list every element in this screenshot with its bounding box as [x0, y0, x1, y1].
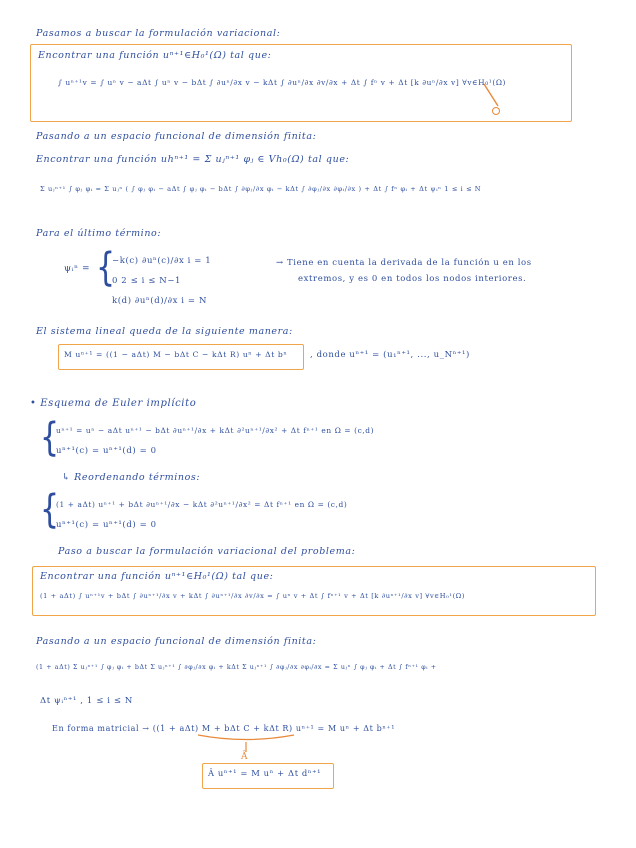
psi-note-2: extremos, y es 0 en todos los nodos interiores. [298, 274, 527, 284]
discrete-equation-2: (1 + aΔt) Σ uⱼⁿ⁺¹ ∫ φⱼ φᵢ + bΔt Σ uⱼⁿ⁺¹ ∫ ∂φⱼ/∂x φᵢ + kΔt Σ uⱼⁿ⁺¹ ∫ ∂φⱼ/∂x ∂φᵢ/∂x = Σ uⱼⁿ ∫ φⱼ φᵢ + Δt ∫ fⁿ⁺¹ φᵢ + [36, 664, 437, 671]
heading-euler-implicit: • Esquema de Euler implícito [30, 398, 197, 409]
linear-system-equation: M uⁿ⁺¹ = ((1 − aΔt) M − bΔt C − kΔt R) uⁿ + Δt bⁿ [64, 350, 288, 359]
variational-equation-1: ∫ uⁿ⁺¹v = ∫ uⁿ v − aΔt ∫ uⁿ v − bΔt ∫ ∂uⁿ/∂x v − kΔt ∫ ∂uⁿ/∂x ∂v/∂x + Δt ∫ fⁿ v + Δt [k ∂uⁿ/∂x v] ∀v∈H₀¹(Ω) [58, 78, 507, 87]
psi-case-1: −k(c) ∂uⁿ(c)/∂x i = 1 [112, 256, 212, 266]
heading-variational-problem: Paso a buscar la formulación variacional del problema: [58, 546, 356, 557]
heading-variational: Pasamos a buscar la formulación variacional: [36, 28, 281, 39]
a-hat-label: Â [241, 752, 249, 762]
final-system: Â uⁿ⁺¹ = M uⁿ + Δt dⁿ⁺¹ [208, 768, 322, 778]
heading-finite-dim-1: Pasando a un espacio funcional de dimensión finita: [36, 131, 317, 142]
euler-brace-2: { [40, 487, 60, 534]
heading-linear-system: El sistema lineal queda de la siguiente manera: [36, 326, 293, 337]
variational-equation-2: (1 + aΔt) ∫ uⁿ⁺¹v + bΔt ∫ ∂uⁿ⁺¹/∂x v + kΔt ∫ ∂uⁿ⁺¹/∂x ∂v/∂x = ∫ uⁿ v + Δt ∫ fⁿ⁺¹ v + Δt [k ∂uⁿ⁺¹/∂x v] ∀v∈H₀¹(Ω) [40, 592, 466, 600]
linear-system-where: , donde uⁿ⁺¹ = (u₁ⁿ⁺¹, ..., u_Nⁿ⁺¹) [310, 350, 470, 360]
reordered-equation: (1 + aΔt) uⁿ⁺¹ + bΔt ∂uⁿ⁺¹/∂x − kΔt ∂²uⁿ⁺¹/∂x² = Δt fⁿ⁺¹ en Ω = (c,d) [56, 500, 348, 509]
reordered-boundary: uⁿ⁺¹(c) = uⁿ⁺¹(d) = 0 [56, 520, 157, 530]
find-function-1: Encontrar una función uⁿ⁺¹∈H₀¹(Ω) tal que: [38, 50, 272, 61]
psi-case-3: k(d) ∂uⁿ(d)/∂x i = N [112, 296, 207, 306]
heading-last-term: Para el último término: [36, 228, 162, 239]
annotation-circle [492, 107, 500, 115]
psi-brace: { [96, 245, 116, 292]
discrete-equation-1: Σ uⱼⁿ⁺¹ ∫ φⱼ φᵢ = Σ uⱼⁿ ( ∫ φⱼ φᵢ − aΔt ∫ φⱼ φᵢ − bΔt ∫ ∂φⱼ/∂x φᵢ − kΔt ∫ ∂φⱼ/∂x ∂φᵢ/∂x ) + Δt ∫ fⁿ φᵢ + Δt ψᵢⁿ 1 ≤ i ≤ N [40, 185, 482, 193]
heading-finite-dim-2: Pasando a un espacio funcional de dimensión finita: [36, 636, 317, 647]
heading-reorder: ↳ Reordenando términos: [62, 472, 201, 483]
euler-equation: uⁿ⁺¹ = uⁿ − aΔt uⁿ⁺¹ − bΔt ∂uⁿ⁺¹/∂x + kΔt ∂²uⁿ⁺¹/∂x² + Δt fⁿ⁺¹ en Ω = (c,d) [56, 426, 375, 435]
find-function-3: Encontrar una función uⁿ⁺¹∈H₀¹(Ω) tal que: [40, 571, 274, 582]
psi-note-1: → Tiene en cuenta la derivada de la función u en los [276, 258, 532, 268]
euler-boundary: uⁿ⁺¹(c) = uⁿ⁺¹(d) = 0 [56, 446, 157, 456]
psi-label: ψᵢⁿ = [64, 264, 91, 274]
euler-brace-1: { [40, 415, 60, 462]
psi-case-2: 0 2 ≤ i ≤ N−1 [112, 276, 182, 286]
discrete-equation-2-cont: Δt ψᵢⁿ⁺¹ , 1 ≤ i ≤ N [40, 696, 133, 706]
find-function-2: Encontrar una función uhⁿ⁺¹ = Σ uⱼⁿ⁺¹ φⱼ ∈ Vh₀(Ω) tal que: [36, 154, 350, 165]
matrix-form: En forma matricial → ((1 + aΔt) M + bΔt C + kΔt R) uⁿ⁺¹ = M uⁿ + Δt bⁿ⁺¹ [52, 724, 396, 733]
